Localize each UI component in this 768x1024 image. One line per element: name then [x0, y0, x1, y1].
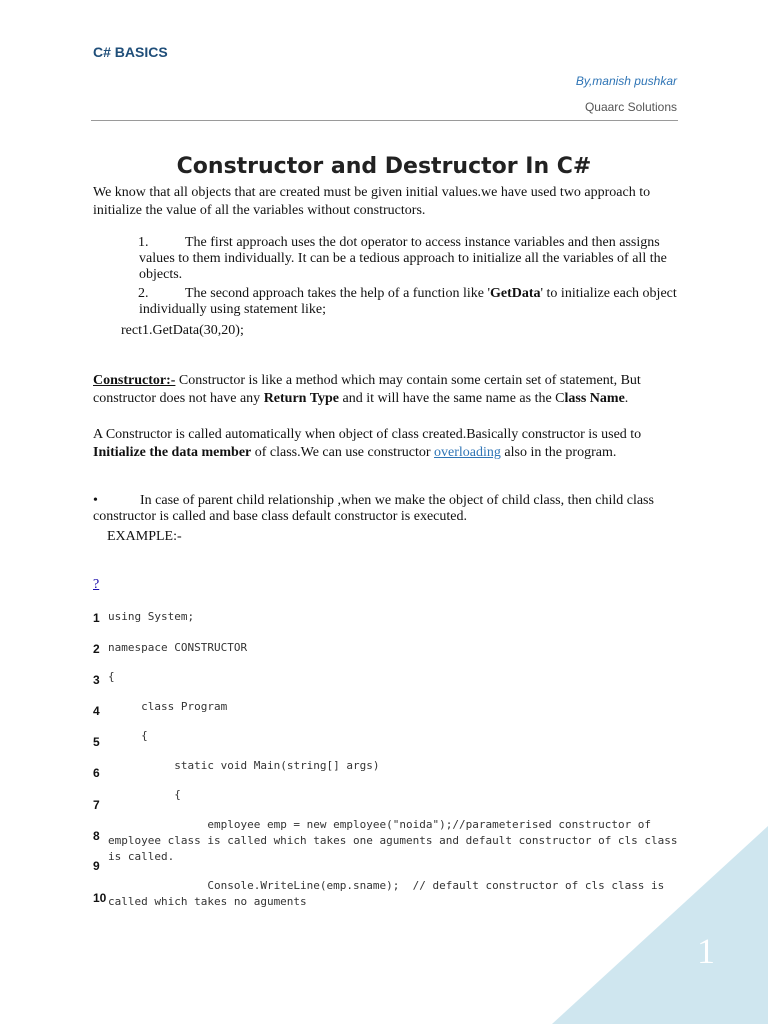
intro-paragraph: We know that all objects that are created must be given initial values.we have used two approach to initialize the value of all the variables without constructors. — [93, 185, 651, 218]
code-line: { — [108, 670, 115, 683]
line-number: 2 — [93, 642, 100, 656]
paragraph-text: A Constructor is called automatically when object of class created.Basically constructor is used to — [93, 427, 642, 442]
list-number: 1. — [138, 235, 149, 250]
paragraph-text: of class.We can use constructor — [251, 445, 435, 460]
paragraph-text: . — [624, 391, 629, 406]
page-number: 1 — [697, 931, 715, 971]
bullet-icon: • — [93, 493, 98, 508]
class-name-term: lass Name — [564, 391, 625, 406]
code-line: static void Main(string[] args) — [108, 759, 380, 772]
list-text: The first approach uses the dot operator to access instance variables and then assigns values to them individually. It can be a tedious approach to initialize all the variables of all the objects. — [139, 235, 667, 282]
code-line: { — [108, 788, 181, 801]
example-label: EXAMPLE:- — [107, 529, 182, 544]
list-text-part: The second approach takes the help of a function like ' — [185, 286, 490, 301]
line-number: 10 — [93, 891, 107, 905]
header-author: By,manish pushkar — [575, 74, 677, 88]
paragraph-text: Constructor is like a method which may contain some certain set of statement, But constructor does not have any — [93, 373, 641, 406]
corner-triangle — [552, 826, 768, 1024]
line-number: 8 — [93, 829, 100, 843]
constructor-term: Constructor:- — [93, 373, 176, 388]
bullet-text: In case of parent child relationship ,when we make the object of child class, then child class constructor is called and base class default constructor is executed. — [93, 493, 654, 524]
getdata-term: GetData — [489, 286, 541, 301]
initialize-term: Initialize the data member — [93, 445, 252, 460]
header-title: C# BASICS — [93, 44, 168, 60]
list-text-part: ' to initialize each object individually using statement like; — [139, 286, 677, 317]
line-number: 3 — [93, 673, 100, 687]
line-number: 4 — [93, 704, 100, 718]
getdata-call-example: rect1.GetData(30,20); — [121, 323, 244, 338]
return-type-term: Return Type — [263, 391, 340, 406]
line-number: 9 — [93, 859, 100, 873]
paragraph-text: also in the program. — [500, 445, 617, 460]
code-line: using System; — [108, 610, 195, 623]
document-title: Constructor and Destructor In C# — [176, 154, 592, 179]
line-number: 7 — [93, 798, 100, 812]
code-line: namespace CONSTRUCTOR — [108, 641, 248, 654]
line-number: 1 — [93, 611, 100, 625]
paragraph-text: and it will have the same name as the C — [339, 391, 565, 406]
overloading-link[interactable]: overloading — [434, 445, 501, 460]
list-number: 2. — [138, 286, 149, 301]
line-number: 6 — [93, 766, 100, 780]
corner-decoration — [552, 826, 768, 1024]
header-company: Quaarc Solutions — [584, 100, 677, 114]
code-line: Console.WriteLine(emp.sname); // default constructor of cls class is called which takes no aguments — [108, 879, 671, 908]
code-line: employee emp = new employee("noida");//parameterised constructor of employee class is called which takes one aguments and default constructor of cls class is called. — [108, 818, 685, 863]
code-line: class Program — [108, 700, 228, 713]
line-number: 5 — [93, 735, 100, 749]
code-line: { — [108, 729, 148, 742]
view-source-link[interactable]: ? — [93, 577, 100, 592]
